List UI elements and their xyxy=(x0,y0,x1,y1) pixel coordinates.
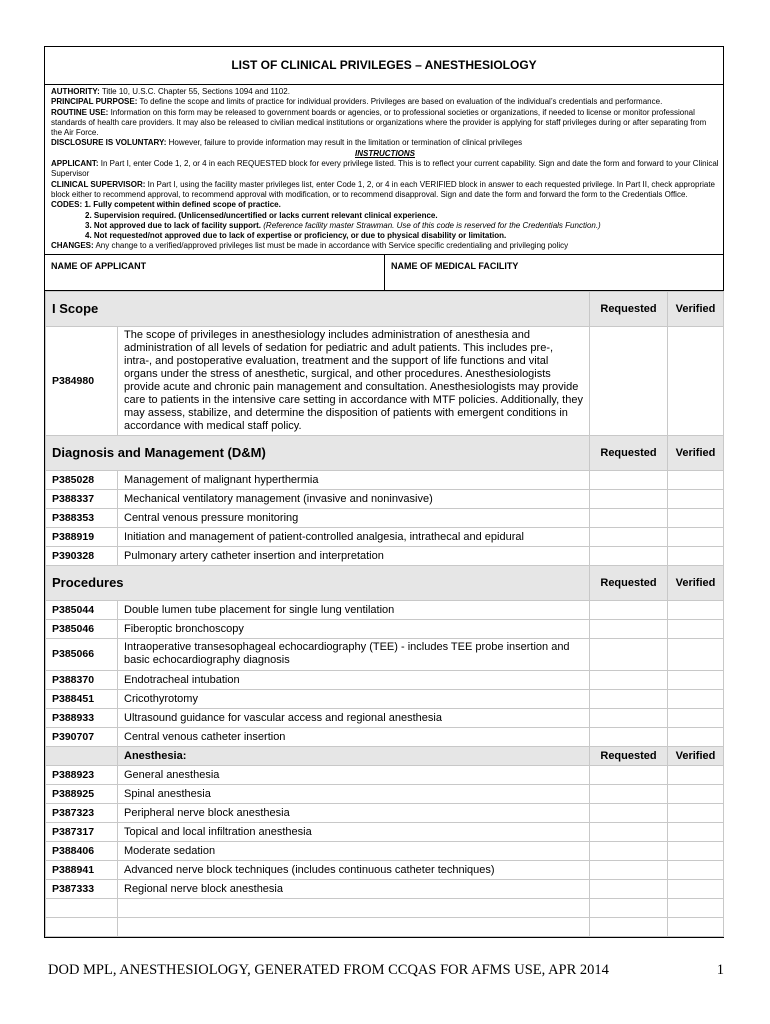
privilege-code: P385044 xyxy=(46,600,118,619)
requested-cell[interactable] xyxy=(590,470,668,489)
verified-cell[interactable] xyxy=(668,546,724,565)
privilege-code: P388919 xyxy=(46,527,118,546)
procedures-header xyxy=(46,565,724,600)
privilege-description: Fiberoptic bronchoscopy xyxy=(118,619,590,638)
routine-use-label: ROUTINE USE: xyxy=(51,107,109,117)
privilege-code: P388337 xyxy=(46,489,118,508)
table-row xyxy=(46,619,724,638)
purpose-text: To define the scope and limits of practice for individual providers. Privileges are based on evaluation of the individual’s credentials and performance. xyxy=(137,97,663,107)
facility-name-label: NAME OF MEDICAL FACILITY xyxy=(391,260,519,271)
procedures-title: Procedures xyxy=(46,565,590,600)
authority-label: AUTHORITY: xyxy=(51,87,100,96)
requested-cell[interactable] xyxy=(590,765,668,784)
verified-cell[interactable] xyxy=(668,489,724,508)
requested-cell[interactable] xyxy=(590,600,668,619)
table-row xyxy=(46,546,724,565)
scope-description: The scope of privileges in anesthesiology includes administration of anesthesia and administration of all levels of sedation for pediatric and adult patients. This includes pre-, intra-, and postoperative evaluation, treatment and the support of life functions and vital organs under the stress of anesthetic, surgical, and other procedures. Anesthesiologists provide acute and chronic pain management and consultation. Anesthesiologists may provide care to patients in the intensive care setting in accordance with MTF policies. Additionally, they may assess, stabilize, and determine the disposition of patients with emergent conditions in accordance with medical staff policy. xyxy=(118,326,590,435)
verified-header: Verified xyxy=(668,291,724,326)
privilege-description: Central venous catheter insertion xyxy=(118,727,590,746)
privacy-act-statement xyxy=(45,85,723,255)
requested-cell[interactable] xyxy=(590,638,668,670)
changes-text: Any change to a verified/approved privileges list must be made in accordance with Service specific credentialing and privileging policy xyxy=(93,241,569,251)
requested-cell[interactable] xyxy=(590,822,668,841)
verified-cell[interactable] xyxy=(668,326,724,435)
requested-cell[interactable] xyxy=(590,527,668,546)
verified-cell[interactable] xyxy=(668,860,724,879)
verified-cell[interactable] xyxy=(668,638,724,670)
privilege-code: P388451 xyxy=(46,689,118,708)
privilege-description: General anesthesia xyxy=(118,765,590,784)
instructions-heading: INSTRUCTIONS xyxy=(355,148,415,158)
table-row xyxy=(46,803,724,822)
code-3-note: (Reference facility master Strawman. Use of this code is reserved for the Credentials Function.) xyxy=(261,220,601,230)
privilege-description: Peripheral nerve block anesthesia xyxy=(118,803,590,822)
verified-header: Verified xyxy=(668,746,724,765)
blank-row xyxy=(46,917,724,936)
codes-label: CODES: 1. Fully competent within defined scope of practice. xyxy=(51,200,281,210)
table-row xyxy=(46,638,724,670)
privilege-description: Endotracheal intubation xyxy=(118,670,590,689)
table-row xyxy=(46,600,724,619)
requested-cell[interactable] xyxy=(590,619,668,638)
name-fields xyxy=(45,255,723,291)
requested-cell[interactable] xyxy=(590,879,668,898)
privilege-description: Advanced nerve block techniques (includes continuous catheter techniques) xyxy=(118,860,590,879)
table-row xyxy=(46,822,724,841)
table-row xyxy=(46,527,724,546)
verified-cell[interactable] xyxy=(668,822,724,841)
privilege-code: P385066 xyxy=(46,638,118,670)
verified-cell[interactable] xyxy=(668,619,724,638)
privilege-code: P388933 xyxy=(46,708,118,727)
privilege-description: Central venous pressure monitoring xyxy=(118,508,590,527)
requested-header: Requested xyxy=(590,746,668,765)
disclosure-text: However, failure to provide information may result in the limitation or termination of clinical privileges xyxy=(166,138,523,148)
verified-cell[interactable] xyxy=(668,727,724,746)
changes-label: CHANGES: xyxy=(51,241,94,251)
privilege-code: P388353 xyxy=(46,508,118,527)
table-row xyxy=(46,765,724,784)
form-title: LIST OF CLINICAL PRIVILEGES – ANESTHESIOLOGY xyxy=(45,47,723,85)
privilege-description: Topical and local infiltration anesthesia xyxy=(118,822,590,841)
applicant-name-label: NAME OF APPLICANT xyxy=(51,260,147,271)
verified-cell[interactable] xyxy=(668,527,724,546)
requested-cell[interactable] xyxy=(590,784,668,803)
privilege-code: P385028 xyxy=(46,470,118,489)
table-row xyxy=(46,708,724,727)
applicant-text: In Part I, enter Code 1, 2, or 4 in each REQUESTED block for every privilege listed. This is to reflect your current capability. Sign and date the form and forward to your Clinical Supervisor xyxy=(51,159,719,179)
privilege-description: Double lumen tube placement for single lung ventilation xyxy=(118,600,590,619)
table-row xyxy=(46,670,724,689)
table-row xyxy=(46,841,724,860)
code-4: 4. Not requested/not approved due to lack of expertise or proficiency, or due to physical disability or limitation. xyxy=(85,231,507,241)
verified-cell[interactable] xyxy=(668,708,724,727)
requested-cell[interactable] xyxy=(590,841,668,860)
requested-cell[interactable] xyxy=(590,670,668,689)
table-row xyxy=(46,508,724,527)
scope-title: I Scope xyxy=(46,291,590,326)
applicant-label: APPLICANT: xyxy=(51,159,99,169)
privileges-form xyxy=(44,46,724,938)
privilege-description: Intraoperative transesophageal echocardiography (TEE) - includes TEE probe insertion and basic echocardiography diagnosis xyxy=(118,638,590,670)
requested-cell[interactable] xyxy=(590,508,668,527)
privilege-code: P388941 xyxy=(46,860,118,879)
table-row xyxy=(46,689,724,708)
verified-cell[interactable] xyxy=(668,670,724,689)
privilege-code: P390328 xyxy=(46,546,118,565)
verified-cell[interactable] xyxy=(668,689,724,708)
requested-cell[interactable] xyxy=(590,727,668,746)
verified-cell[interactable] xyxy=(668,841,724,860)
verified-cell[interactable] xyxy=(668,470,724,489)
purpose-label: PRINCIPAL PURPOSE: xyxy=(51,97,138,107)
verified-cell[interactable] xyxy=(668,508,724,527)
requested-header: Requested xyxy=(590,291,668,326)
requested-cell[interactable] xyxy=(590,803,668,822)
requested-cell[interactable] xyxy=(590,860,668,879)
privilege-description: Cricothyrotomy xyxy=(118,689,590,708)
dm-title: Diagnosis and Management (D&M) xyxy=(46,435,590,470)
scope-header xyxy=(46,291,724,326)
table-row xyxy=(46,727,724,746)
verified-cell[interactable] xyxy=(668,879,724,898)
verified-cell[interactable] xyxy=(668,765,724,784)
scope-code: P384980 xyxy=(46,326,118,435)
table-row xyxy=(46,470,724,489)
supervisor-text: In Part I, using the facility master privileges list, enter Code 1, 2, or 4 in each VERIFIED block in answer to each requested privilege. In Part II, check appropriate block either to recommend approval, to recommend approval with modification, or to recommend disapproval. Sign and date the form and forward the form to the Credentials Office. xyxy=(51,179,715,199)
privilege-code: P388925 xyxy=(46,784,118,803)
verified-header: Verified xyxy=(668,435,724,470)
privilege-description: Management of malignant hyperthermia xyxy=(118,470,590,489)
requested-cell[interactable] xyxy=(590,326,668,435)
table-row xyxy=(46,879,724,898)
blank-row xyxy=(46,898,724,917)
privilege-code: P385046 xyxy=(46,619,118,638)
code-3: 3. Not approved due to lack of facility support. xyxy=(85,220,262,230)
table-row xyxy=(46,860,724,879)
verified-cell[interactable] xyxy=(668,784,724,803)
requested-header: Requested xyxy=(590,435,668,470)
page-footer xyxy=(44,958,724,982)
routine-use-text: Information on this form may be released to government boards or agencies, or to professional societies or organizations, if needed to license or monitor professional standards of health care providers. It may also be released to civilian medical institutions or organizations where the provider is applying for staff privileges during or after separating from the Air Force. xyxy=(51,107,707,138)
table-row xyxy=(46,784,724,803)
verified-cell[interactable] xyxy=(668,803,724,822)
anesthesia-header xyxy=(46,746,724,765)
privilege-description: Ultrasound guidance for vascular access and regional anesthesia xyxy=(118,708,590,727)
requested-cell[interactable] xyxy=(590,489,668,508)
requested-cell[interactable] xyxy=(590,708,668,727)
privilege-description: Spinal anesthesia xyxy=(118,784,590,803)
privilege-code: P388923 xyxy=(46,765,118,784)
privileges-table xyxy=(45,291,724,937)
verified-header: Verified xyxy=(668,565,724,600)
privilege-description: Pulmonary artery catheter insertion and interpretation xyxy=(118,546,590,565)
privilege-code: P387323 xyxy=(46,803,118,822)
privilege-description: Moderate sedation xyxy=(118,841,590,860)
authority-text: Title 10, U.S.C. Chapter 55, Sections 1094 and 1102. xyxy=(99,87,290,96)
privilege-description: Mechanical ventilatory management (invasive and noninvasive) xyxy=(118,489,590,508)
privilege-description: Regional nerve block anesthesia xyxy=(118,879,590,898)
supervisor-label: CLINICAL SUPERVISOR: xyxy=(51,179,146,189)
privilege-code: P390707 xyxy=(46,727,118,746)
privilege-code: P388370 xyxy=(46,670,118,689)
applicant-name-field[interactable] xyxy=(45,255,385,290)
footer-text: DOD MPL, ANESTHESIOLOGY, GENERATED FROM CCQAS FOR AFMS USE, APR 2014 xyxy=(48,962,609,978)
privilege-code: P388406 xyxy=(46,841,118,860)
verified-cell[interactable] xyxy=(668,600,724,619)
privilege-code: P387333 xyxy=(46,879,118,898)
privilege-code: P387317 xyxy=(46,822,118,841)
code-2: 2. Supervision required. (Unlicensed/uncertified or lacks current relevant clinical experience. xyxy=(85,210,438,220)
requested-cell[interactable] xyxy=(590,689,668,708)
page-number: 1 xyxy=(716,962,724,978)
table-row xyxy=(46,489,724,508)
disclosure-label: DISCLOSURE IS VOLUNTARY: xyxy=(51,138,167,148)
privilege-description: Initiation and management of patient-controlled analgesia, intrathecal and epidural xyxy=(118,527,590,546)
scope-row xyxy=(46,326,724,435)
dm-header xyxy=(46,435,724,470)
requested-cell[interactable] xyxy=(590,546,668,565)
facility-name-field[interactable] xyxy=(385,255,524,290)
requested-header: Requested xyxy=(590,565,668,600)
anesthesia-title: Anesthesia: xyxy=(118,746,590,765)
